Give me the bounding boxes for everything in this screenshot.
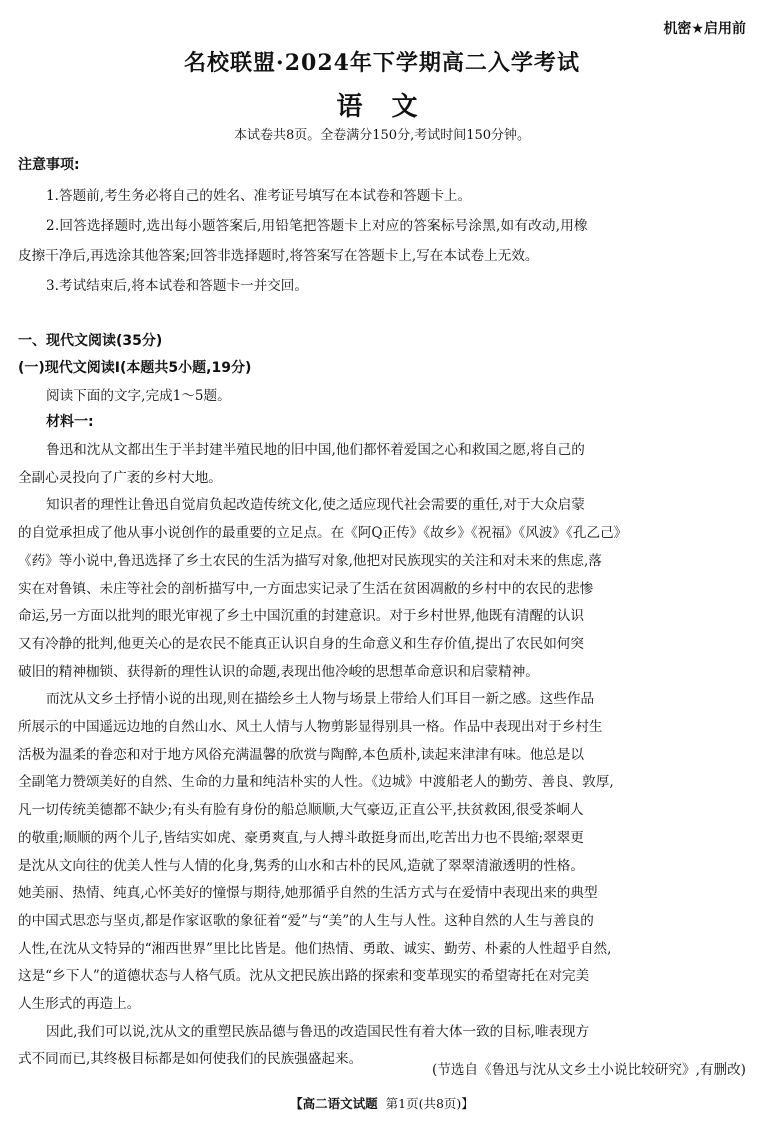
notice-line: 1.答题前,考生务必将自己的姓名、准考证号填写在本试卷和答题卡上。 bbox=[46, 188, 472, 204]
passage-line: 的中国式思恋与坚贞,都是作家讴歌的象征着“爱”与“美”的人生与人性。这种自然的人生与善良的 bbox=[18, 913, 594, 929]
notice-line: 皮擦干净后,再选涂其他答案;回答非选择题时,将答案写在答题卡上,写在本试卷上无效。 bbox=[18, 248, 539, 264]
instruction: 阅读下面的文字,完成1～5题。 bbox=[46, 388, 231, 404]
passage-line: 破旧的精神枷锁、获得新的理性认识的命题,表现出他冷峻的思想革命意识和启蒙精神。 bbox=[18, 664, 539, 680]
notice-heading: 注意事项: bbox=[18, 157, 80, 173]
exam-meta: 本试卷共8页。全卷满分150分,考试时间150分钟。 bbox=[233, 128, 531, 143]
passage-line: 她美丽、热情、纯真,心怀美好的憧憬与期待,她那循乎自然的生活方式与在爱情中表现出来的典型 bbox=[18, 885, 598, 901]
passage-line: 全副心灵投向了广袤的乡村大地。 bbox=[18, 470, 222, 486]
passage-line: 是沈从文向往的优美人性与人情的化身,隽秀的山水和古朴的民风,造就了翠翠清澈透明的性格。 bbox=[18, 858, 584, 874]
footer-label: 【高二语文试题 bbox=[290, 1096, 378, 1111]
passage-line: 实在对鲁镇、未庄等社会的剖析描写中,一方面忠实记录了生活在贫困凋敝的乡村中的农民的悲惨 bbox=[18, 581, 594, 597]
subject-title: 语 文 bbox=[336, 92, 428, 122]
passage-line: 而沈从文乡土抒情小说的出现,则在描绘乡土人物与场景上带给人们耳目一新之感。这些作品 bbox=[46, 691, 595, 707]
passage-line: 《药》等小说中,鲁迅选择了乡土农民的生活为描写对象,他把对民族现实的关注和对未来的焦虑,落 bbox=[18, 553, 602, 569]
passage-line: 活极为温柔的眷恋和对于地方风俗充满温馨的欣赏与陶醉,本色质朴,读起来津津有味。他总是以 bbox=[18, 747, 584, 763]
passage-line: 全副笔力赞颂美好的自然、生命的力量和纯洁朴实的人性。《边城》中渡船老人的勤劳、善良、敦厚, bbox=[18, 774, 614, 790]
notice-line: 3.考试结束后,将本试卷和答题卡一并交回。 bbox=[46, 278, 308, 294]
exam-title: 名校联盟·2024年下学期高二入学考试 bbox=[184, 50, 580, 76]
passage-line: 知识者的理性让鲁迅自觉肩负起改造传统文化,使之适应现代社会需要的重任,对于大众启蒙 bbox=[46, 497, 585, 513]
footer-page: 第1页(共8页)】 bbox=[385, 1096, 474, 1111]
page-footer bbox=[0, 1094, 764, 1112]
passage-line: 式不同而已,其终极目标都是如何使我们的民族强盛起来。 bbox=[18, 1051, 363, 1067]
passage-line: 所展示的中国遥远边地的自然山水、风土人情与人物剪影显得别具一格。作品中表现出对于乡村生 bbox=[18, 719, 603, 735]
citation: (节选自《鲁迅与沈从文乡土小说比较研究》,有删改) bbox=[432, 1062, 746, 1078]
passage-line: 这是“乡下人”的道德状态与人格气质。沈从文把民族出路的探索和变革现实的希望寄托在对完美 bbox=[18, 968, 590, 984]
passage-line: 人性,在沈从文特异的“湘西世界”里比比皆是。他们热情、勇敢、诚实、勤劳、朴素的人性超乎自然, bbox=[18, 941, 612, 957]
section-subheading: (一)现代文阅读Ⅰ(本题共5小题,19分) bbox=[18, 360, 252, 376]
passage-line: 凡一切传统美德都不缺少;有头有脸有身份的船总顺顺,大气豪迈,正直公平,扶贫救困,很受茶峒人 bbox=[18, 802, 584, 818]
confidential-label: 机密★启用前 bbox=[663, 21, 746, 37]
material-label: 材料一: bbox=[46, 414, 94, 430]
passage-line: 命运,另一方面以批判的眼光审视了乡土中国沉重的封建意识。对于乡村世界,他既有清醒的认识 bbox=[18, 608, 584, 624]
passage-line: 的自觉承担成了他从事小说创作的最重要的立足点。在《阿Q正传》《故乡》《祝福》《风波》《孔乙己》 bbox=[18, 525, 628, 541]
notice-line: 2.回答选择题时,选出每小题答案后,用铅笔把答题卡上对应的答案标号涂黑,如有改动,用橡 bbox=[46, 218, 588, 234]
passage-line: 又有冷静的批判,他更关心的是农民不能真正认识自身的生命意义和生存价值,提出了农民如何突 bbox=[18, 636, 584, 652]
passage-line: 因此,我们可以说,沈从文的重塑民族品德与鲁迅的改造国民性有着大体一致的目标,唯表现方 bbox=[46, 1024, 590, 1040]
section-heading: 一、现代文阅读(35分) bbox=[18, 333, 163, 349]
passage-line: 人生形式的再造上。 bbox=[18, 996, 141, 1012]
passage-line: 鲁迅和沈从文都出生于半封建半殖民地的旧中国,他们都怀着爱国之心和救国之愿,将自己的 bbox=[46, 442, 585, 458]
passage-line: 的敬重;顺顺的两个儿子,皆结实如虎、豪勇爽直,与人搏斗敢挺身而出,吃苦出力也不畏缩;翠翠更 bbox=[18, 830, 584, 846]
